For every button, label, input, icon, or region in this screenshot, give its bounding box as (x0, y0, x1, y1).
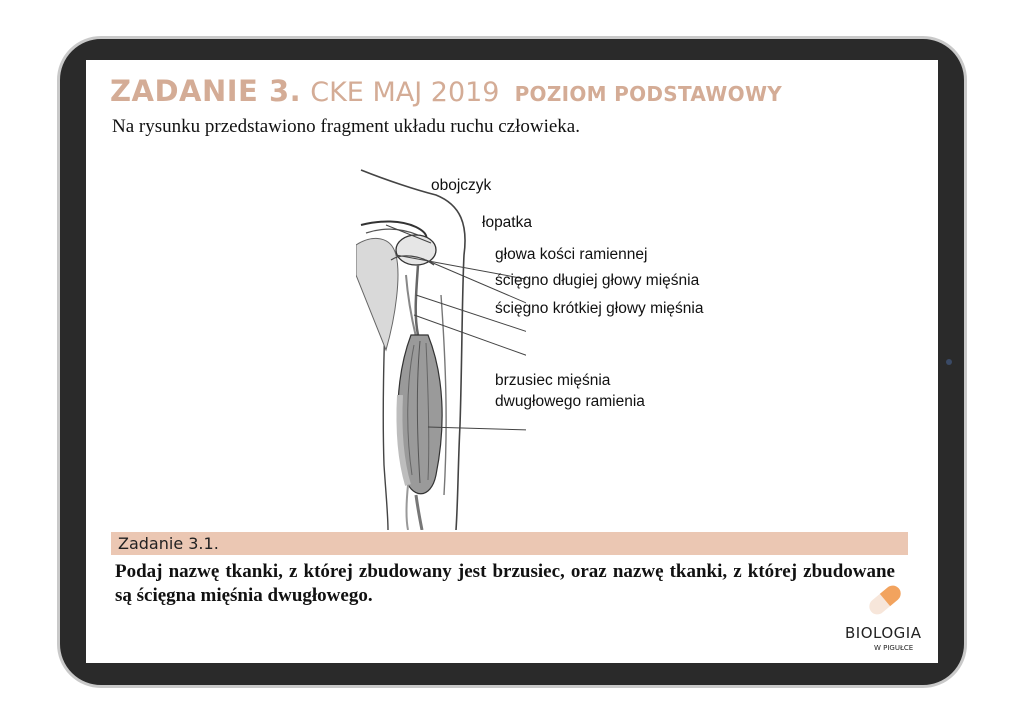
camera-icon (946, 359, 952, 365)
subtask-title: Zadanie 3.1. (118, 534, 219, 553)
label-short-head-tendon: ścięgno krótkiej głowy mięśnia (495, 300, 704, 317)
logo-name: BIOLOGIA (845, 624, 922, 642)
title-task: ZADANIE 3. (110, 74, 302, 108)
subtask-header-bar (111, 532, 908, 555)
label-scapula: łopatka (482, 214, 532, 231)
question-text: Podaj nazwę tkanki, z której zbudowany jest brzusiec, oraz nazwę tkanki, z której zbudowane są ścięgna mięśnia dwugłowego. (115, 561, 895, 606)
page-title (110, 74, 782, 108)
label-long-head-tendon: ścięgno długiej głowy mięśnia (495, 272, 700, 289)
intro-text: Na rysunku przedstawiono fragment układu ruchu człowieka. (112, 116, 580, 137)
title-exam: CKE MAJ 2019 (310, 77, 500, 108)
brand-logo (831, 582, 938, 657)
label-muscle-belly: brzusiec mięśnia (495, 372, 611, 389)
pill-icon (863, 582, 907, 618)
title-level: POZIOM PODSTAWOWY (514, 82, 783, 106)
logo-subtitle: W PIGUŁCE (874, 644, 914, 652)
label-humerus-head: głowa kości ramiennej (495, 246, 648, 263)
label-clavicle: obojczyk (431, 177, 492, 194)
slide-screen (86, 60, 938, 663)
label-biceps-brachii: dwugłowego ramienia (495, 393, 645, 410)
